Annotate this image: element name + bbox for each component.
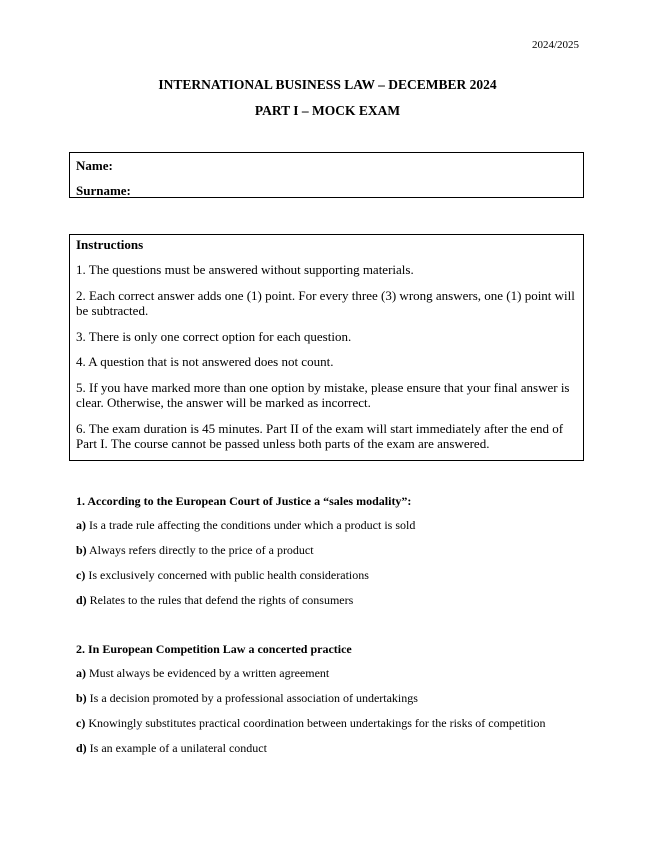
option-text: Is a trade rule affecting the conditions under which a product is sold (89, 518, 416, 532)
answer-option (76, 741, 596, 756)
question-2 (76, 642, 596, 766)
option-letter: c) (76, 568, 86, 582)
option-letter: b) (76, 543, 87, 557)
option-text: Must always be evidenced by a written agreement (89, 666, 330, 680)
surname-field-label: Surname: (76, 183, 131, 198)
option-letter: d) (76, 593, 87, 607)
option-letter: d) (76, 741, 87, 755)
question-1 (76, 494, 596, 618)
student-info-box (69, 152, 584, 198)
option-text: Relates to the rules that defend the rights of consumers (89, 593, 354, 607)
option-letter: a) (76, 666, 86, 680)
answer-option (76, 691, 596, 706)
option-letter: b) (76, 691, 87, 705)
option-text: Is exclusively concerned with public health considerations (88, 568, 369, 582)
option-text: Always refers directly to the price of a product (89, 543, 314, 557)
instruction-item: 4. A question that is not answered does not count. (76, 354, 334, 369)
instruction-item: 1. The questions must be answered without supporting materials. (76, 262, 414, 277)
answer-option (76, 666, 596, 681)
question-title: 2. In European Competition Law a concerted practice (76, 642, 352, 656)
answer-option (76, 518, 596, 533)
name-field-label: Name: (76, 158, 113, 173)
answer-option (76, 543, 596, 558)
answer-option (76, 593, 596, 608)
exam-subtitle: PART I – MOCK EXAM (254, 103, 401, 118)
instruction-item: 6. The exam duration is 45 minutes. Part II of the exam will start immediately after the end of Part I. The course cannot be passed unless both parts of the exam are answered. (76, 420, 564, 451)
exam-title: INTERNATIONAL BUSINESS LAW – DECEMBER 2024 (158, 77, 497, 92)
option-letter: a) (76, 518, 86, 532)
answer-option (76, 716, 596, 731)
option-letter: c) (76, 716, 86, 730)
question-title: 1. According to the European Court of Justice a “sales modality”: (76, 494, 412, 508)
answer-option (76, 568, 596, 583)
academic-year: 2024/2025 (531, 39, 579, 51)
option-text: Knowingly substitutes practical coordination between undertakings for the risks of competition (88, 716, 546, 730)
instructions-heading: Instructions (76, 237, 144, 252)
option-text: Is an example of a unilateral conduct (89, 741, 267, 755)
instructions-box (69, 234, 584, 461)
instruction-item: 3. There is only one correct option for each question. (76, 328, 352, 344)
option-text: Is a decision promoted by a professional association of undertakings (89, 691, 418, 705)
instruction-item: 2. Each correct answer adds one (1) point. For every three (3) wrong answers, one (1) point will be subtracted. (76, 287, 575, 318)
instruction-item: 5. If you have marked more than one option by mistake, please ensure that your final answer is clear. Otherwise, the answer will be marked as incorrect. (76, 379, 570, 410)
